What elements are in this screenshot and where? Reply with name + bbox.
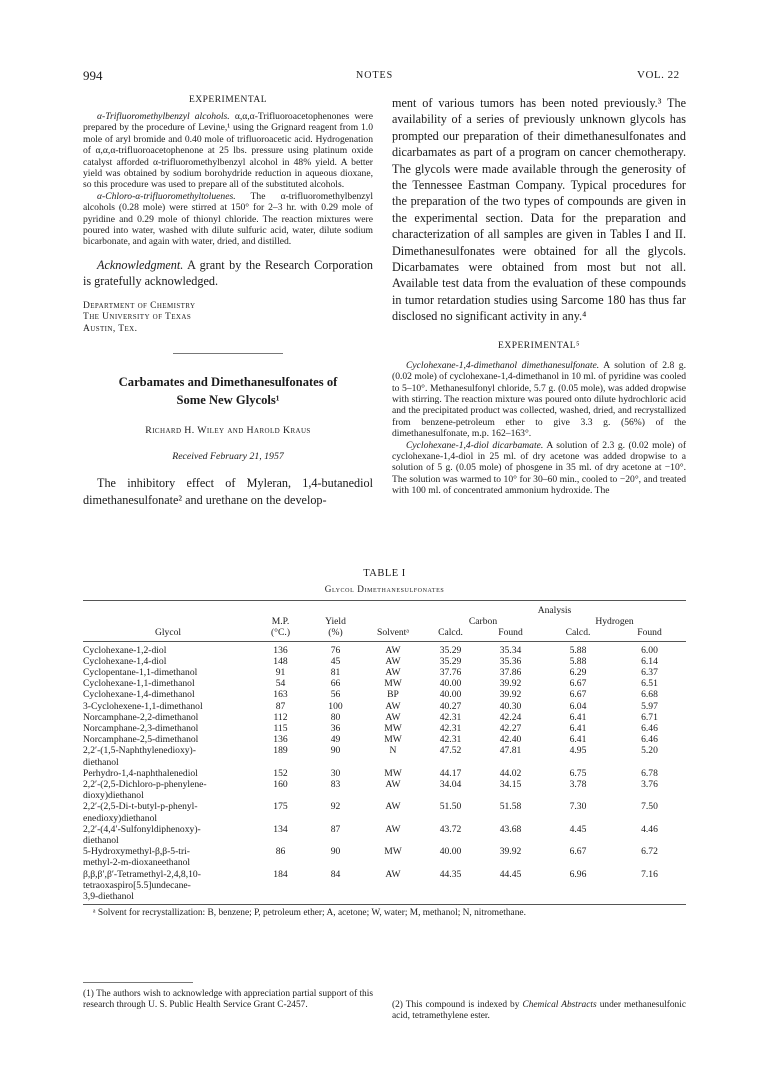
table-top-rule xyxy=(83,600,686,601)
cell-hydrogen-found: 6.00 xyxy=(641,644,658,656)
affiliation-university: The University of Texas xyxy=(83,312,192,323)
cell-yield: 49 xyxy=(330,734,341,746)
cell-solvent: AW xyxy=(385,655,401,667)
table-bottom-rule xyxy=(83,904,686,905)
cell-glycol: 2,2′-(1,5-Naphthylenedioxy)- diethanol xyxy=(83,745,196,768)
table-row xyxy=(83,712,686,723)
cell-mp: 86 xyxy=(275,846,286,858)
cell-mp: 87 xyxy=(275,700,286,712)
paragraph-title: α-Trifluoromethylbenzyl alcohols. xyxy=(97,111,230,122)
cell-yield: 80 xyxy=(330,711,341,723)
cell-carbon-found: 47.81 xyxy=(499,745,522,757)
cell-solvent: AW xyxy=(385,700,401,712)
cell-hydrogen-calcd: 3.78 xyxy=(569,779,587,791)
cell-carbon-calcd: 44.35 xyxy=(439,868,462,880)
left-column xyxy=(83,95,373,508)
cell-mp: 189 xyxy=(273,745,288,757)
cell-solvent: AW xyxy=(385,711,401,723)
cell-hydrogen-calcd: 6.41 xyxy=(569,723,587,735)
procedure-title: Cyclohexane-1,4-diol dicarbamate. xyxy=(406,439,544,451)
table-row xyxy=(83,824,686,846)
cell-hydrogen-found: 7.50 xyxy=(641,801,658,813)
cell-yield: 87 xyxy=(330,823,341,835)
cell-carbon-calcd: 51.50 xyxy=(439,801,462,813)
cell-yield: 30 xyxy=(330,767,341,779)
received-date: Received February 21, 1957 xyxy=(172,451,284,463)
cell-hydrogen-calcd: 4.95 xyxy=(569,745,587,757)
introduction-continued: ment of various tumors has been noted previously.³ The availability of a series of previously unknown glycols has prompted our preparation of their dimethanesulfonates and dicarbamates as part of a program on cancer chemotherapy. The glycols were made available through the generosity of the Tennessee Eastman Company. Typical procedures for the preparation of the two types of compounds are given in the experimental section. Data for the preparation and characterization of all samples are given in Tables I and II. Dimethanesulfonates were obtained for all the glycols. Dicarbamates were obtained from most but not all. Available test data from the evaluation of these compounds in tumor retardation studies using Sarcome 180 has thus far disclosed no significant activity in any.⁴ xyxy=(392,96,686,324)
cell-hydrogen-calcd: 5.88 xyxy=(569,655,587,667)
cell-carbon-found: 39.92 xyxy=(499,846,522,858)
cell-glycol: 2,2′-(2,5-Dichloro-p-phenylene- dioxy)diethanol xyxy=(83,779,207,802)
acknowledgment-title: Acknowledgment. xyxy=(97,257,184,272)
table-row xyxy=(83,745,686,767)
table-row xyxy=(83,667,686,678)
cell-hydrogen-found: 5.97 xyxy=(641,700,658,712)
cell-yield: 90 xyxy=(330,745,341,757)
cell-carbon-calcd: 35.29 xyxy=(439,655,462,667)
cell-hydrogen-found: 6.51 xyxy=(641,678,658,690)
acknowledgment-body: A grant by the Research Corporation is gratefully acknowledged. xyxy=(83,257,374,289)
procedure-title: Cyclohexane-1,4-dimethanol dimethanesulfonate. xyxy=(406,359,600,371)
cell-carbon-found: 43.68 xyxy=(499,823,522,835)
footnote-1: (1) The authors wish to acknowledge with appreciation partial support of this research through U. S. Public Health Service Grant C-2457. xyxy=(83,989,373,1011)
cell-hydrogen-found: 6.46 xyxy=(641,734,658,746)
cell-yield: 76 xyxy=(330,644,341,656)
cell-hydrogen-calcd: 4.45 xyxy=(569,823,587,835)
running-header: NOTES xyxy=(356,70,394,81)
cell-solvent: AW xyxy=(385,644,401,656)
cell-solvent: AW xyxy=(385,823,401,835)
cell-solvent: BP xyxy=(387,689,399,701)
article-title-line-1: Carbamates and Dimethanesulfonates of xyxy=(118,375,338,390)
cell-carbon-found: 39.92 xyxy=(499,689,522,701)
table-header xyxy=(83,605,686,639)
cell-mp: 91 xyxy=(275,667,286,679)
cell-solvent: AW xyxy=(385,868,401,880)
paragraph-title: α-Chloro-α-trifluoromethyltoluenes. xyxy=(97,190,236,202)
article-title-line-2: Some New Glycols¹ xyxy=(176,393,280,408)
cell-glycol: Cyclohexane-1,2-diol xyxy=(83,644,167,656)
page-number: 994 xyxy=(83,68,103,83)
cell-hydrogen-calcd: 6.41 xyxy=(569,734,587,746)
cell-mp: 148 xyxy=(273,655,288,667)
table-row xyxy=(83,734,686,745)
footnote-divider xyxy=(83,982,193,983)
cell-solvent: MW xyxy=(384,846,402,858)
cell-carbon-found: 35.34 xyxy=(499,644,522,656)
table-row xyxy=(83,846,686,868)
header-mp-unit: (°C.) xyxy=(270,627,291,639)
cell-mp: 136 xyxy=(273,734,288,746)
cell-carbon-calcd: 42.31 xyxy=(439,723,462,735)
cell-glycol: Cyclohexane-1,1-dimethanol xyxy=(83,678,195,690)
cell-carbon-calcd: 40.00 xyxy=(439,689,462,701)
cell-hydrogen-found: 6.68 xyxy=(641,689,658,701)
cell-glycol: 2,2′-(2,5-Di-t-butyl-p-phenyl- enedioxy)diethanol xyxy=(83,801,198,824)
procedure-dicarbamate xyxy=(392,440,686,497)
cell-glycol: Cyclopentane-1,1-dimethanol xyxy=(83,667,198,679)
procedure-body: A solution of 2.8 g. (0.02 mole) of cyclohexane-1,4-dimethanol in 10 ml. of pyridine was cooled to 5–10°. Methanesulfonyl chloride, 5.7 g. (0.05 mole), was added dropwise with stirring. The reaction mixture was poured onto dilute hydrochloric acid and the precipitated product was collected, washed, dried, and recrystallized from benzene-petroleum ether to give 3.3 g. (56%) of the dimethanesulfonate, m.p. 162–163°. xyxy=(392,359,687,440)
cell-glycol: Norcamphane-2,3-dimethanol xyxy=(83,723,199,735)
cell-carbon-found: 34.15 xyxy=(499,779,522,791)
header-mp: M.P. xyxy=(271,616,290,628)
cell-hydrogen-calcd: 6.04 xyxy=(569,700,587,712)
cell-mp: 160 xyxy=(273,779,288,791)
paragraph-body: The α-trifluoromethylbenzyl alcohols (0.28 mole) were stirred at 150° for 2–3 hr. with 0.29 mole of pyridine and 0.29 mole of thionyl chloride. The reaction mixtures were poured into water, washed with dilute sulfuric acid, water, dilute sodium bicarbonate, and again with water, dried, and distilled. xyxy=(83,190,373,248)
header-hydrogen-found: Found xyxy=(637,627,662,639)
cell-yield: 84 xyxy=(330,868,341,880)
cell-mp: 152 xyxy=(273,767,288,779)
cell-carbon-found: 37.86 xyxy=(499,667,522,679)
cell-carbon-found: 44.02 xyxy=(499,767,522,779)
cell-glycol: Norcamphane-2,5-dimethanol xyxy=(83,734,199,746)
cell-yield: 92 xyxy=(330,801,341,813)
cell-yield: 81 xyxy=(330,667,341,679)
header-hydrogen: Hydrogen xyxy=(595,616,634,628)
cell-carbon-found: 39.92 xyxy=(499,678,522,690)
header-carbon: Carbon xyxy=(468,616,498,628)
cell-yield: 45 xyxy=(330,655,341,667)
header-analysis: Analysis xyxy=(537,605,572,616)
table-row xyxy=(83,869,686,903)
cell-hydrogen-found: 6.78 xyxy=(641,767,658,779)
cell-mp: 112 xyxy=(273,711,288,723)
cell-mp: 175 xyxy=(273,801,288,813)
cell-carbon-found: 40.30 xyxy=(499,700,522,712)
table-footnote: ᵃ Solvent for recrystallization: B, benzene; P, petroleum ether; A, acetone; W, water; M, methanol; N, nitromethane. xyxy=(93,908,526,919)
cell-mp: 134 xyxy=(273,823,288,835)
cell-solvent: AW xyxy=(385,779,401,791)
cell-hydrogen-calcd: 6.29 xyxy=(569,667,587,679)
footnote-2 xyxy=(392,1000,686,1022)
cell-solvent: N xyxy=(389,745,397,757)
cell-hydrogen-found: 3.76 xyxy=(641,779,658,791)
footnote-2-text: under methanesulfonic acid, tetramethylene ester. xyxy=(392,1000,687,1022)
divider xyxy=(173,353,283,354)
cell-carbon-found: 44.45 xyxy=(499,868,522,880)
cell-carbon-calcd: 44.17 xyxy=(439,767,462,779)
cell-hydrogen-calcd: 6.75 xyxy=(569,767,587,779)
table-title: Glycol Dimethanesulfonates xyxy=(324,584,445,594)
experimental-heading: EXPERIMENTAL⁵ xyxy=(498,340,580,351)
cell-hydrogen-found: 5.20 xyxy=(641,745,658,757)
cell-hydrogen-found: 7.16 xyxy=(641,868,658,880)
cell-hydrogen-found: 6.37 xyxy=(641,667,658,679)
introduction: The inhibitory effect of Myleran, 1,4-butanediol dimethanesulfonate² and urethane on the develop- xyxy=(83,476,373,507)
cell-glycol: 2,2′-(4,4′-Sulfonyldiphenoxy)- diethanol xyxy=(83,823,201,847)
article-title xyxy=(83,373,373,409)
cell-carbon-calcd: 34.04 xyxy=(439,779,462,791)
cell-solvent: AW xyxy=(385,801,401,813)
cell-glycol: Cyclohexane-1,4-dimethanol xyxy=(83,689,195,701)
paragraph-body: α,α,α-Trifluoroacetophenones were prepared by the procedure of Levine,¹ using the Grignard reagent from 1.0 mole of aryl bromide and 0.40 mole of trifluoroacetic acid. Hydrogenation of α,α,α-trifluoroacetophenone at 25 lbs. pressure using platinum oxide catalyst afforded α-trifluoromethylbenzyl alcohol in 48% yield. A better yield was obtained by sodium borohydride reduction in aqueous dioxane, so this procedure was used to prepare all of the substituted alcohols. xyxy=(83,111,373,191)
cell-yield: 90 xyxy=(330,846,341,858)
header-carbon-calcd: Calcd. xyxy=(438,627,463,639)
table-body xyxy=(83,645,686,903)
procedure-body: A solution of 2.3 g. (0.02 mole) of cyclohexane-1,4-diol in 25 ml. of dry acetone was added dropwise to a solution of 5 g. (0.05 mole) of phosgene in 35 ml. of dry acetone at −10°. The solution was warmed to 10° for 30–60 min., cooled to −20°, and treated with 100 ml. of concentrated ammonium hydroxide. The xyxy=(392,439,687,497)
cell-carbon-found: 42.27 xyxy=(499,723,522,735)
cell-solvent: AW xyxy=(385,667,401,679)
cell-glycol: Perhydro-1,4-naphthalenediol xyxy=(83,767,198,779)
experimental-heading: EXPERIMENTAL xyxy=(188,95,268,105)
header-glycol: Glycol xyxy=(154,627,182,639)
paragraph-chloro xyxy=(83,191,373,248)
cell-mp: 115 xyxy=(273,723,288,735)
header-hydrogen-calcd: Calcd. xyxy=(565,627,591,639)
table-row xyxy=(83,768,686,779)
cell-solvent: MW xyxy=(384,723,402,735)
table-row xyxy=(83,656,686,667)
cell-carbon-found: 42.40 xyxy=(499,734,522,746)
cell-carbon-calcd: 40.00 xyxy=(439,678,462,690)
cell-hydrogen-calcd: 6.67 xyxy=(569,689,587,701)
cell-hydrogen-calcd: 6.67 xyxy=(569,846,587,858)
cell-glycol: 3-Cyclohexene-1,1-dimethanol xyxy=(83,700,203,712)
affiliation-city: Austin, Tex. xyxy=(83,323,138,334)
footnote-2-journal: Chemical Abstracts xyxy=(522,1000,597,1010)
cell-solvent: MW xyxy=(384,767,402,779)
table-row xyxy=(83,801,686,823)
cell-carbon-found: 35.36 xyxy=(499,655,522,667)
cell-hydrogen-found: 6.71 xyxy=(641,711,658,723)
cell-hydrogen-calcd: 5.88 xyxy=(569,644,587,656)
cell-hydrogen-calcd: 7.30 xyxy=(569,801,587,813)
cell-carbon-calcd: 40.00 xyxy=(439,846,462,858)
table-row xyxy=(83,678,686,689)
paragraph-trifluoromethylbenzyl xyxy=(83,111,373,191)
table-row xyxy=(83,723,686,734)
cell-mp: 136 xyxy=(273,644,288,656)
table-row xyxy=(83,701,686,712)
cell-carbon-calcd: 37.76 xyxy=(439,667,462,679)
table-row xyxy=(83,689,686,700)
cell-solvent: MW xyxy=(384,734,402,746)
cell-yield: 56 xyxy=(330,689,341,701)
cell-carbon-calcd: 42.31 xyxy=(439,734,462,746)
procedure-dimethanesulfonate xyxy=(392,360,686,440)
cell-mp: 184 xyxy=(273,868,288,880)
acknowledgment xyxy=(83,257,373,290)
cell-glycol: Cyclohexane-1,4-diol xyxy=(83,655,167,667)
cell-yield: 66 xyxy=(330,678,341,690)
cell-yield: 36 xyxy=(330,723,341,735)
table xyxy=(83,600,686,919)
cell-hydrogen-calcd: 6.67 xyxy=(569,678,587,690)
cell-yield: 100 xyxy=(328,700,343,712)
cell-hydrogen-found: 6.14 xyxy=(641,655,658,667)
header-solvent: Solventᵃ xyxy=(377,627,409,639)
right-column xyxy=(392,95,686,497)
cell-glycol: 5-Hydroxymethyl-β,β-5-tri- methyl-2-m-dioxaneethanol xyxy=(83,846,191,869)
header-yield: Yield xyxy=(325,616,346,628)
header-carbon-found: Found xyxy=(498,627,523,639)
affiliation-department: Department of Chemistry xyxy=(83,300,196,311)
cell-yield: 83 xyxy=(330,779,341,791)
volume-label: VOL. 22 xyxy=(637,69,680,81)
table-label: TABLE I xyxy=(363,568,406,579)
cell-mp: 163 xyxy=(273,689,288,701)
cell-glycol: Norcamphane-2,2-dimethanol xyxy=(83,711,199,723)
cell-hydrogen-calcd: 6.41 xyxy=(569,711,587,723)
footnote-2-text: (2) This compound is indexed by xyxy=(392,1000,520,1010)
cell-hydrogen-calcd: 6.96 xyxy=(569,868,587,880)
cell-carbon-calcd: 47.52 xyxy=(439,745,462,757)
table-row xyxy=(83,779,686,801)
cell-carbon-calcd: 35.29 xyxy=(439,644,462,656)
authors: Richard H. Wiley and Harold Kraus xyxy=(145,425,311,437)
cell-hydrogen-found: 4.46 xyxy=(641,823,658,835)
table-row xyxy=(83,645,686,656)
cell-carbon-calcd: 43.72 xyxy=(439,823,462,835)
cell-carbon-calcd: 42.31 xyxy=(439,711,462,723)
cell-mp: 54 xyxy=(275,678,286,690)
table-header-rule xyxy=(83,641,686,642)
cell-carbon-found: 42.24 xyxy=(499,711,522,723)
affiliation xyxy=(83,301,373,336)
header-yield-unit: (%) xyxy=(328,627,343,639)
cell-hydrogen-found: 6.46 xyxy=(641,723,658,735)
cell-solvent: MW xyxy=(384,678,402,690)
cell-glycol: β,β,β′,β′-Tetramethyl-2,4,8,10- tetraoxaspiro[5.5]undecane- 3,9-diethanol xyxy=(83,868,201,903)
cell-carbon-calcd: 40.27 xyxy=(439,700,462,712)
cell-carbon-found: 51.58 xyxy=(499,801,522,813)
cell-hydrogen-found: 6.72 xyxy=(641,846,658,858)
